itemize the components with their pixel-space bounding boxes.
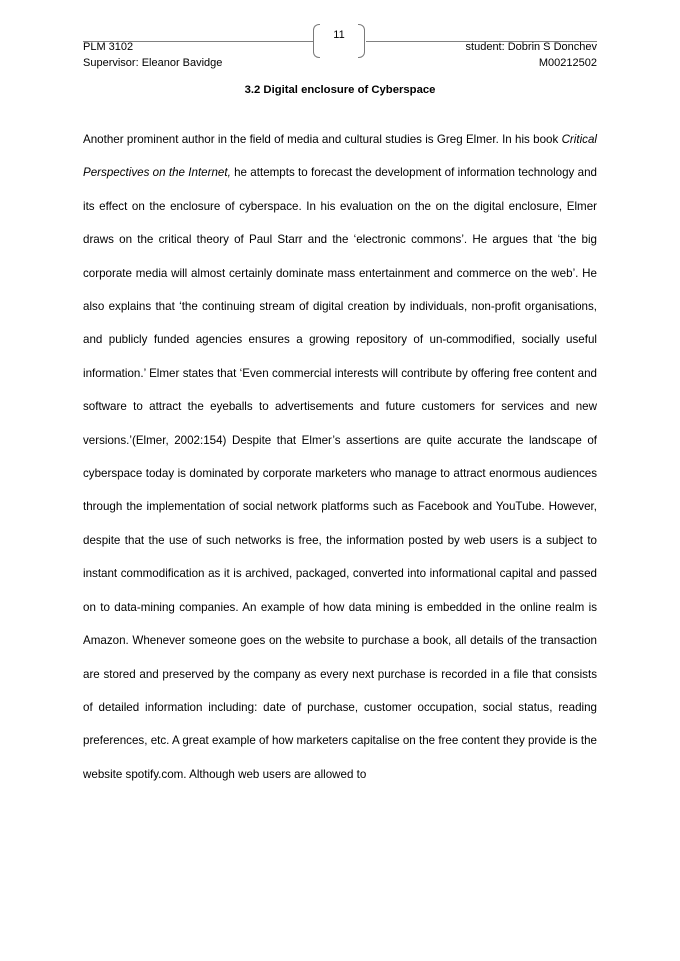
supervisor-name: Supervisor: Eleanor Bavidge [83,57,223,69]
paragraph-text-rest: he attempts to forecast the development of information technology and its effect on the enclosure of cyberspace. In his evaluation on the on the digital enclosure, Elmer draws on the critical theory of Paul Starr and the ‘electronic commons’. He argues that ‘the big corporate media will almost certainly dominate mass entertainment and commerce on the web’. He also explains that ‘the continuing stream of digital creation by individuals, non-profit organisations, and publicly funded agencies ensures a growing repository of un-commodified, socially useful information.’ Elmer states that ‘Even commercial interests will contribute by offering free content and software to attract the eyeballs to advertisements and future customers for services and new versions.’(Elmer, 2002:154) Despite that Elmer’s assertions are quite accurate the landscape of cyberspace today is dominated by corporate marketers who manage to attract enormous audiences through the implementation of social network platforms such as Facebook and YouTube. However, despite that the use of such networks is free, the information posted by web users is a subject to instant commodification as it is archived, packaged, converted into informational capital and passed on to data-mining companies. An example of how data mining is embedded in the online realm is Amazon. Whenever someone goes on the website to purchase a book, all details of the transaction are stored and preserved by the company as every next purchase is recorded in a file that consists of detailed information including: date of purchase, customer occupation, social status, reading preferences, etc. A great example of how marketers capitalise on the free content they provide is the website spotify.com. Although web users are allowed to [83,166,597,781]
page-number: 11 [333,29,345,41]
section-heading: 3.2 Digital enclosure of Cyberspace [244,84,436,96]
student-id: M00212502 [538,57,597,69]
student-name: student: Dobrin S Donchev [465,41,597,53]
book-title: Critical Perspectives on the Internet, [83,133,597,180]
header-row-supervisor [83,57,597,70]
header-row-course [83,41,597,54]
course-code: PLM 3102 [83,41,134,53]
body-paragraph [83,123,597,791]
paragraph-text-start: Another prominent author in the field of media and cultural studies is Greg Elmer. In his book [83,133,562,146]
